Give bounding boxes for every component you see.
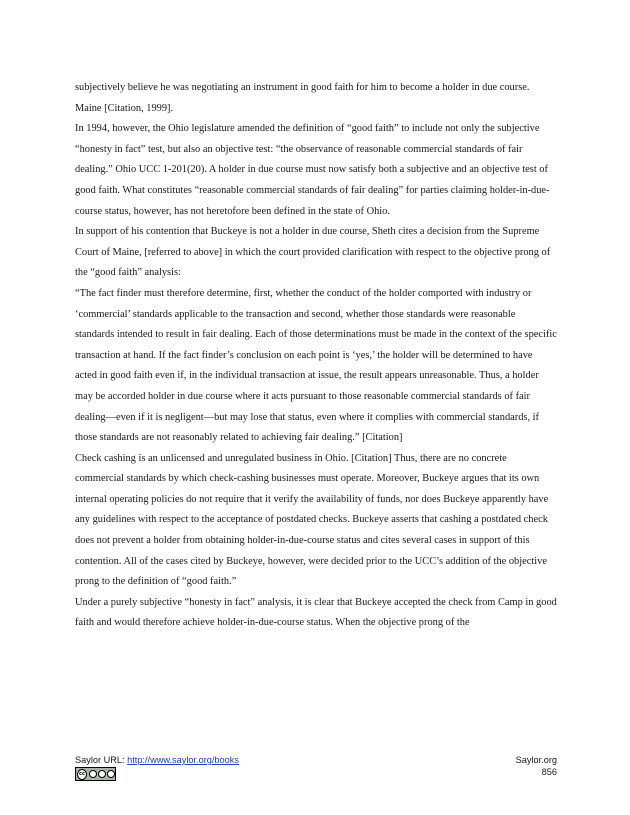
paragraph: In 1994, however, the Ohio legislature amended the definition of “good faith” to include not only the subjective “honesty in fact” test, but also an objective test: “the observance of reasonable commercial standards of fair dealing.” Ohio UCC 1-201(20). A holder in due course must now satisfy both a subjective and an objective test of good faith. What constitutes “reasonable commercial standards of fair dealing” for parties claiming holder-in-due-course status, however, has not heretofore been defined in the state of Ohio. <box>75 123 550 217</box>
paragraph: Under a purely subjective “honesty in fact” analysis, it is clear that Buckeye accepted the check from Camp in good faith and would therefore achieve holder-in-due-course status. When the objective prong of the <box>75 596 557 629</box>
paragraph: Check cashing is an unlicensed and unregulated business in Ohio. [Citation] Thus, there are no concrete commercial standards by which check-cashing businesses must operate. Moreover, Buckeye argues that its own internal operating policies do not require that it verify the availability of funds, nor does Buckeye apparently have any guidelines with respect to the acceptance of postdated checks. Buckeye asserts that cashing a postdated check does not prevent a holder from obtaining holder-in-due-course status and cites several cases in support of this contention. All of the cases cited by Buckeye, however, were decided prior to the UCC’s addition of the objective prong to the definition of “good faith.” <box>75 452 549 588</box>
paragraph: subjectively believe he was negotiating an instrument in good faith for him to become a holder in due course. Maine [Citation, 1999]. <box>75 82 530 114</box>
page-number: 856 <box>541 767 557 777</box>
cc-logo-icon: cc <box>77 769 87 780</box>
saylor-books-link[interactable]: http://www.saylor.org/books <box>127 755 239 765</box>
document-body <box>75 78 557 634</box>
paragraph: “The fact finder must therefore determine, first, whether the conduct of the holder comported with industry or ‘commercial’ standards applicable to the transaction and second, whether those standards were reasonable standards intended to result in fair dealing. Each of those determinations must be made in the context of the specific transaction at hand. If the fact finder’s conclusion on each point is ‘yes,’ the holder will be determined to have acted in good faith even if, in the individual transaction at issue, the result appears unreasonable. Thus, a holder may be accorded holder in due course where it acts pursuant to those reasonable commercial standards of fair dealing—even if it is negligent—but may lose that status, even where it complies with commercial standards, if those standards are not reasonably related to achieving fair dealing.” [Citation] <box>75 287 557 444</box>
footer-site: Saylor.org <box>515 755 557 765</box>
footer-page-info <box>516 754 557 778</box>
paragraph: In support of his contention that Buckeye is not a holder in due course, Sheth cites a decision from the Supreme Court of Maine, [referred to above] in which the court provided clarification with respect to the objective prong of the “good faith” analysis: <box>75 226 551 279</box>
footer-url-label: Saylor URL: <box>75 755 128 765</box>
sharealike-icon <box>107 770 115 778</box>
footer-source <box>75 754 239 766</box>
noncommercial-icon <box>98 770 106 778</box>
creative-commons-icon[interactable] <box>75 767 116 781</box>
attribution-icon <box>89 770 97 778</box>
